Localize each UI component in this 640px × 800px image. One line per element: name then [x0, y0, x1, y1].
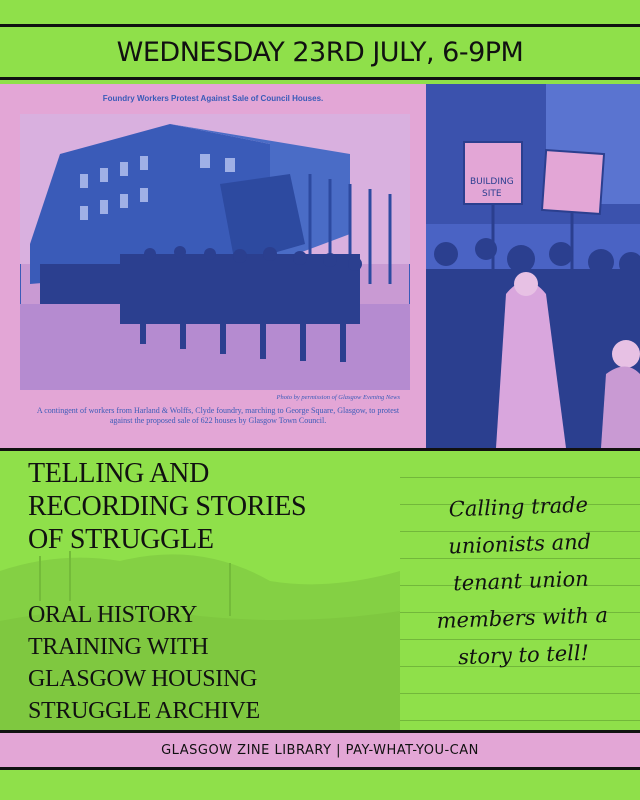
newspaper-clipping — [0, 84, 426, 448]
protest-placard-photo — [426, 84, 640, 448]
event-subtitle-line: GLASGOW HOUSING — [28, 666, 258, 692]
event-subtitle — [28, 599, 260, 727]
photo-strip — [0, 84, 640, 448]
event-subtitle-line: TRAINING WITH — [28, 634, 209, 660]
footer-text: GLASGOW ZINE LIBRARY | PAY-WHAT-YOU-CAN — [161, 742, 479, 758]
event-title — [28, 457, 306, 556]
date-banner — [0, 24, 640, 80]
clipping-headline: Foundry Workers Protest Against Sale of Council Houses. — [102, 94, 324, 103]
callout-line: tenant union — [452, 566, 590, 596]
event-title-line: TELLING AND — [28, 458, 209, 489]
clipping-credit: Photo by permission of Glasgow Evening News — [276, 394, 400, 401]
event-subtitle-line: STRUGGLE ARCHIVE — [28, 698, 260, 724]
clipping-caption: A contingent of workers from Harland & Wolffs, Clyde foundry, marching to George Square, Glasgow, to protest against the proposed sale of 622 houses by Glasgow Town Council. — [36, 406, 400, 425]
callout-panel — [400, 451, 640, 730]
handwritten-callout — [407, 485, 635, 678]
callout-line: story to tell! — [457, 640, 590, 670]
event-subtitle-line: ORAL HISTORY — [28, 602, 198, 628]
event-info-section — [0, 448, 640, 730]
event-details-panel — [0, 451, 400, 730]
event-title-line: RECORDING STORIES — [28, 491, 307, 522]
callout-line: members with a — [436, 602, 609, 633]
footer-banner — [0, 730, 640, 770]
callout-line: Calling trade — [448, 492, 589, 522]
callout-line: unionists and — [447, 529, 592, 559]
event-date-time: WEDNESDAY 23RD JULY, 6-9PM — [116, 36, 524, 68]
foundry-march-photo — [20, 114, 410, 390]
placard-text-line2: SITE — [482, 189, 502, 199]
placard-text: BUILDING — [470, 177, 514, 187]
event-title-line: OF STRUGGLE — [28, 524, 214, 555]
